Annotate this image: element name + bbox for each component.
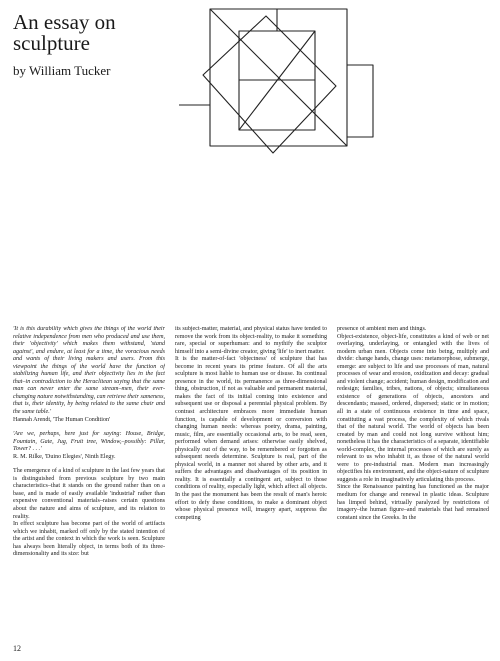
epigraph-source: R. M. Rilke, 'Duino Elegies', Ninth Elegy. [13, 453, 116, 460]
body-paragraph: In effect sculpture has become part of the world of artifacts which we inhabit, marked off only by the stated intention of the artist and the context in which the work is seen. Sculpture has always been literally object, in terms both of its three-dimensionality and its size: but [13, 521, 165, 558]
author-byline: by William Tucker [13, 63, 111, 78]
text-column-2 [175, 326, 327, 641]
body-paragraph: Object-existence, object-life, constitutes a kind of web or net overlaying, underlaying, or entangled with the lives of modern urban men. Objects come into being, multiply and divide: change hands, change uses: metamorphose, submerge, emerge: are subject to life and use processes of man, natural processes of wear and erosion, oxidization and decay: gradual and violent change; accident; human design, modification and redesign; families, tribes, nations, of objects; simultaneous existence of generations of objects, ancestors and descendants; massed, ordered, dispersed; static or in motion; all in a state of continuous existence in time and space, constituting a vast process, the complexity of which rivals that of the natural world. The world of objects has been created by man and could not long survive without him; nonetheless it has the characteristics of a separate, identifiable world-complex, the internal processes of which are surely as relevant to us who inhabit it, as those of the natural world were to pre-industrial man. Modern man increasingly objectifies his environment, and the object-nature of sculpture suggests a role in imaginatively articulating this process. [337, 333, 489, 483]
body-paragraph: Since the Renaissance painting has functioned as the major medium for change and renewal in plastic ideas. Sculpture has limped behind, virtually paralyzed by restrictions of imagery–the human figure–and materials that had remained constant since the Greeks. In the [337, 484, 489, 521]
drawing-diagonal-1 [210, 9, 347, 146]
drawing-side-frame [347, 65, 373, 137]
text-column-3 [337, 326, 489, 641]
sculpture-line-drawing [179, 5, 394, 168]
epigraph-quote: 'Are we, perhaps, here just for saying: House, Bridge, Fountain, Gate, Jug, Fruit tree, Window,–possibly: Pillar, Tower? . . .' [13, 431, 165, 453]
body-paragraph: its subject-matter, material, and physical status have tended to remove the work from its object-reality, to make it something rare, special or superhuman: and to mythify the sculptor himself into a semi-divine creator, giving 'life' to inert matter. [175, 326, 327, 355]
epigraph-quote: 'It is this durability which gives the things of the world their relative independence from men who produced and use them, their 'objectivity' which makes them withstand, 'stand against', and endure, at least for a time, the voracious needs and wants of their living makers and users. From this viewpoint the things of the world have the function of stabilizing human life, and their objectivity lies in the fact that–in contradiction to the Heraclitean saying that the same man can never enter the same stream–men, their ever-changing nature notwithstanding, can retrieve their sameness, that is, their identity, by being related to the same chair and the same table.' [13, 326, 165, 416]
body-paragraph: The emergence of a kind of sculpture in the last few years that is distinguished from previous sculpture by two main characteristics–that it stands on the ground rather than on a base, and is made of easily available 'industrial' rather than expensive conventional materials–raises certain questions about the nature and aims of sculpture, and its relation to reality. [13, 468, 165, 520]
body-paragraph: It is the matter-of-fact 'objectness' of sculpture that has become in recent years its prime feature. Of all the arts sculpture is most liable to human use or disuse. Its continual presence in the world, its permanence as three-dimensional thing, obstruction, if not as valuable and permanent material, makes the fact of its initial coming into existence and subsequent use or disposal a perennial physical problem. By contrast architecture embraces more immediate human function, is capable of development or conversion with changing human needs: whereas poetry, drama, painting, music, film, are essentially occasional arts, to be read, seen, performed when demand arises: otherwise easily shelved, physically out of the way, to be remembered or forgotten as subsequent needs determine. Sculpture is real, part of the physical world, in a manner not shared by other arts, and it suffers the advantages and disadvantages of its position in reality. It is essentially a contingent art, subject to those conditions of reality, especially light, which affect all objects. In the past the monument has been the result of man's heroic effort to defy these conditions, to make a dominant object whose physical presence will, imagery apart, suppress the competing [175, 356, 327, 521]
drawing-diamond [203, 16, 336, 153]
body-paragraph: presence of ambient men and things. [337, 326, 427, 332]
text-column-1 [13, 326, 165, 641]
page-number: 12 [13, 644, 21, 653]
epigraph-source: Hannah Arendt, 'The Human Condition' [13, 416, 111, 423]
article-title: An essay on sculpture [13, 10, 116, 55]
